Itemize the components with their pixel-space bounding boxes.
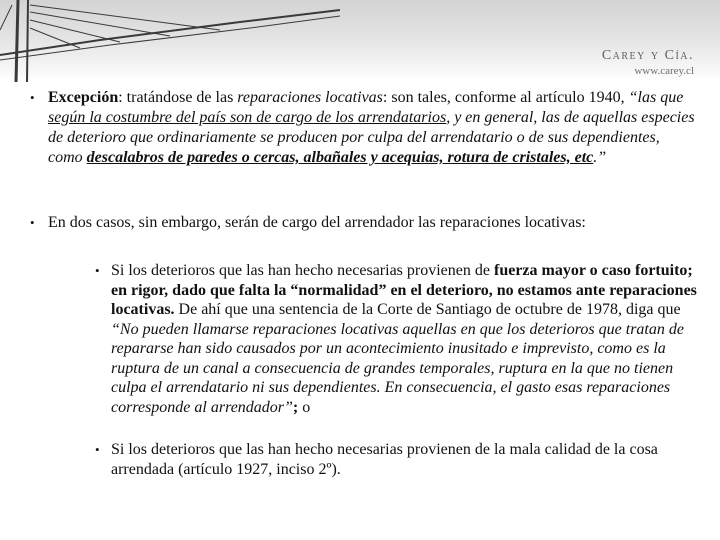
sub-bullet-marker: • <box>95 263 100 278</box>
bullet-marker: • <box>30 215 35 230</box>
sub-bullet-marker: • <box>95 442 100 457</box>
emphasis: reparaciones locativas <box>237 89 383 106</box>
court-quote: “No pueden llamarse reparaciones locativas aquellas en que los deterioros que tratan de repararse han sido causados por un acontecimiento inusitado e imprevisto, como es la ruptura de un canal a consecuencia de grandes temporales, ruptura en la que no tienen culpa el arrendatario ni sus dependientes. En consecuencia, el gasto esas reparaciones corresponde al arrendador” <box>111 320 684 416</box>
brand-url: www.carey.cl <box>634 65 694 77</box>
quote-end: .” <box>593 149 607 166</box>
sub-bullet-force-majeure <box>111 261 701 417</box>
text: : tratándose de las <box>118 89 238 106</box>
quote-underlined: según la costumbre del país son de cargo de los arrendatarios <box>48 109 447 126</box>
bold-semicolon: ; <box>292 398 299 416</box>
term: Excepción <box>48 89 119 106</box>
quote-middle: , y en general, las de aquellas especies de deterioro que ordinariamente se producen por culpa del arrendatario o de sus dependientes, como <box>48 109 695 166</box>
bullet-two-cases: En dos casos, sin embargo, serán de cargo del arrendador las reparaciones locativas: <box>48 214 586 231</box>
text: De ahí que una sentencia de la Corte de Santiago de octubre de 1978, diga que <box>174 301 681 318</box>
sub-bullet-bad-quality: Si los deterioros que las han hecho necesarias provienen de la mala calidad de la cosa arrendada (artículo 1927, inciso 2º). <box>111 441 658 478</box>
bullet-marker: • <box>30 90 35 105</box>
bold-text: fuerza mayor o caso fortuito; en rigor, dado que falta la “normalidad” en el deterioro, no estamos ante reparaciones locativas. <box>111 262 697 318</box>
text: : son tales, conforme al artículo 1940, <box>382 89 629 106</box>
text: o <box>298 398 311 416</box>
bullet-exception <box>48 88 698 168</box>
text: Si los deterioros que las han hecho necesarias provienen de <box>111 262 494 279</box>
quote-start: “las que <box>628 89 684 106</box>
quote-bold-underlined: descalabros de paredes o cercas, albañales y acequias, rotura de cristales, etc <box>86 149 594 166</box>
brand-name: Carey y Cía. <box>601 48 694 63</box>
